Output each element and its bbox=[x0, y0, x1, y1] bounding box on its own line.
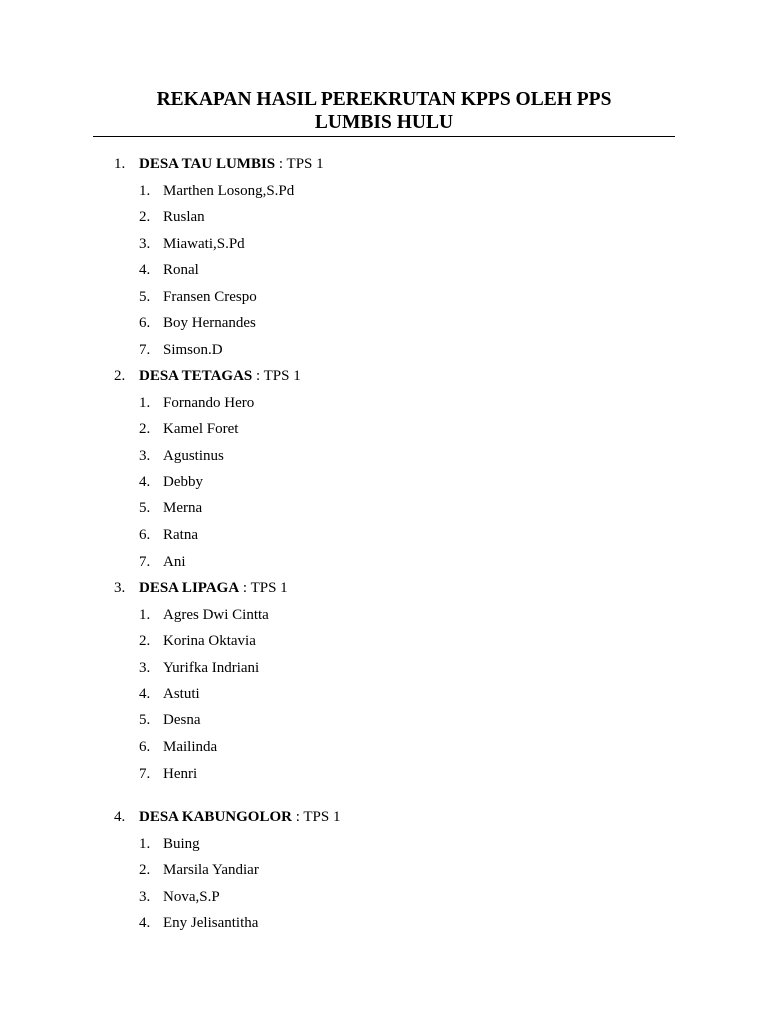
list-number: 6. bbox=[139, 739, 151, 755]
list-number: 3. bbox=[139, 236, 151, 252]
list-item bbox=[139, 182, 294, 200]
list-item bbox=[139, 526, 198, 544]
member-name: Astuti bbox=[163, 686, 200, 702]
desa-tps: : TPS 1 bbox=[275, 156, 324, 172]
list-item bbox=[139, 685, 200, 703]
list-number: 4. bbox=[139, 474, 151, 490]
list-item bbox=[139, 632, 256, 650]
member-name: Debby bbox=[163, 474, 203, 490]
desa-name: DESA TAU LUMBIS bbox=[139, 156, 276, 172]
list-number: 4. bbox=[139, 686, 151, 702]
desa-number: 1. bbox=[114, 156, 126, 172]
title-line-1: REKAPAN HASIL PEREKRUTAN KPPS OLEH PPS bbox=[156, 89, 612, 110]
list-item bbox=[139, 553, 186, 571]
title-line-2: LUMBIS HULU bbox=[314, 112, 454, 133]
desa-number: 2. bbox=[114, 368, 126, 384]
member-name: Henri bbox=[163, 766, 198, 782]
list-number: 3. bbox=[139, 448, 151, 464]
list-item bbox=[139, 835, 200, 853]
desa-number: 3. bbox=[114, 580, 126, 596]
desa-name: DESA TETAGAS bbox=[139, 368, 253, 384]
desa-tps: : TPS 1 bbox=[291, 809, 341, 825]
desa-tps: : TPS 1 bbox=[239, 580, 288, 596]
list-number: 2. bbox=[139, 421, 151, 437]
list-number: 1. bbox=[139, 395, 151, 411]
list-item bbox=[139, 314, 256, 332]
list-item bbox=[139, 394, 254, 412]
list-item bbox=[139, 473, 203, 491]
member-name: Kamel Foret bbox=[163, 421, 239, 437]
list-number: 1. bbox=[139, 607, 151, 623]
member-name: Ani bbox=[163, 554, 186, 570]
member-name: Marthen Losong,S.Pd bbox=[163, 183, 295, 199]
member-name: Marsila Yandiar bbox=[163, 862, 259, 878]
member-name: Boy Hernandes bbox=[163, 315, 256, 331]
list-item bbox=[139, 914, 258, 932]
list-number: 1. bbox=[139, 836, 151, 852]
member-name: Simson.D bbox=[163, 342, 223, 358]
list-number: 4. bbox=[139, 262, 151, 278]
list-number: 3. bbox=[139, 889, 151, 905]
member-name: Korina Oktavia bbox=[163, 633, 256, 649]
member-name: Ruslan bbox=[163, 209, 205, 225]
list-item bbox=[139, 861, 259, 879]
desa-name: DESA LIPAGA bbox=[139, 580, 240, 596]
desa-name: DESA KABUNGOLOR bbox=[139, 809, 292, 825]
list-item bbox=[139, 208, 205, 226]
desa-number: 4. bbox=[114, 809, 126, 825]
member-name: Miawati,S.Pd bbox=[163, 236, 245, 252]
list-item bbox=[139, 738, 217, 756]
member-name: Agres Dwi Cintta bbox=[163, 607, 269, 623]
member-name: Desna bbox=[163, 712, 201, 728]
list-number: 6. bbox=[139, 315, 151, 331]
list-item bbox=[139, 288, 257, 306]
member-name: Fornando Hero bbox=[163, 395, 255, 411]
list-number: 6. bbox=[139, 527, 151, 543]
member-name: Yurifka Indriani bbox=[163, 660, 260, 676]
list-item bbox=[139, 420, 238, 438]
member-name: Ronal bbox=[163, 262, 199, 278]
list-number: 7. bbox=[139, 554, 151, 570]
desa-heading bbox=[114, 808, 340, 826]
list-number: 7. bbox=[139, 342, 151, 358]
list-number: 2. bbox=[139, 633, 151, 649]
list-item bbox=[139, 499, 202, 517]
member-name: Merna bbox=[163, 500, 203, 516]
list-number: 3. bbox=[139, 660, 151, 676]
list-number: 5. bbox=[139, 500, 151, 516]
list-item bbox=[139, 711, 201, 729]
list-number: 7. bbox=[139, 766, 151, 782]
member-name: Fransen Crespo bbox=[163, 289, 257, 305]
desa-heading bbox=[114, 155, 324, 173]
list-number: 2. bbox=[139, 209, 151, 225]
list-number: 5. bbox=[139, 289, 151, 305]
list-item bbox=[139, 235, 245, 253]
desa-heading bbox=[114, 579, 288, 597]
list-number: 2. bbox=[139, 862, 151, 878]
member-name: Ratna bbox=[163, 527, 198, 543]
list-item bbox=[139, 606, 269, 624]
member-name: Eny Jelisantitha bbox=[163, 915, 259, 931]
list-item bbox=[139, 341, 223, 359]
member-name: Buing bbox=[163, 836, 200, 852]
list-item bbox=[139, 659, 259, 677]
list-item bbox=[139, 765, 197, 783]
list-item bbox=[139, 447, 224, 465]
list-number: 4. bbox=[139, 915, 151, 931]
member-name: Mailinda bbox=[163, 739, 218, 755]
desa-heading bbox=[114, 367, 301, 385]
list-item bbox=[139, 888, 220, 906]
list-item bbox=[139, 261, 199, 279]
list-number: 1. bbox=[139, 183, 151, 199]
member-name: Agustinus bbox=[163, 448, 224, 464]
list-number: 5. bbox=[139, 712, 151, 728]
desa-tps: : TPS 1 bbox=[252, 368, 301, 384]
document-title bbox=[93, 88, 675, 137]
member-name: Nova,S.P bbox=[163, 889, 220, 905]
